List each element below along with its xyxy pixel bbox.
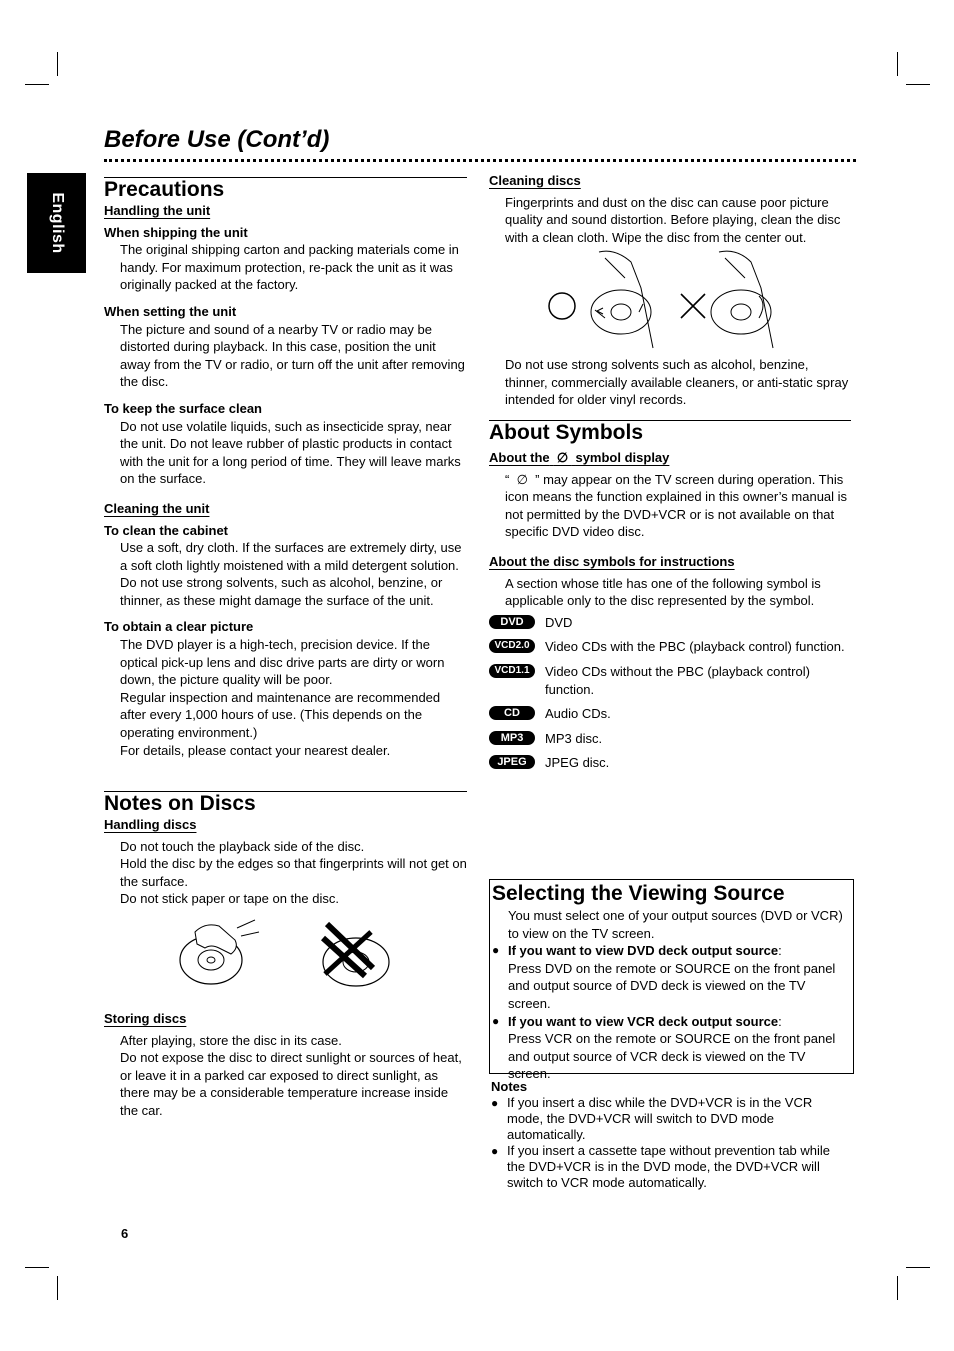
disc-handling-illustration — [175, 918, 400, 990]
jpeg-badge: JPEG — [489, 755, 535, 769]
wrong-icon — [681, 294, 705, 318]
viewing-source-list — [492, 942, 848, 1083]
shipping-heading: When shipping the unit — [104, 224, 248, 240]
cleaning-discs-text: Fingerprints and dust on the disc can cause poor picture quality and sound distortion. Before playing, clean the disc with a clean cloth. Wipe the disc from the center out. — [505, 194, 841, 245]
left-column — [104, 177, 467, 759]
surface-heading: To keep the surface clean — [104, 400, 262, 416]
disc-symbol-desc: Video CDs without the PBC (playback control) function. — [545, 663, 810, 697]
vcr-source-heading: If you want to view VCR deck output source — [508, 1013, 779, 1029]
handling-discs-text-3: Do not stick paper or tape on the disc. — [120, 891, 339, 907]
disc-cleaning-illustration — [545, 248, 785, 354]
disc-symbols-text: A section whose title has one of the following symbol is applicable only to the disc represented by the symbol. — [505, 575, 821, 609]
disc-symbol-desc: Audio CDs. — [545, 706, 611, 722]
dvd-source-heading: If you want to view DVD deck output source — [508, 943, 779, 959]
surface-text: Do not use volatile liquids, such as insecticide spray, near the unit. Do not leave rubber of plastic products in contact with the unit for a long period of time. They will leave marks on the surface. — [120, 418, 461, 487]
symbol-display-text: ” may appear on the TV screen during operation. This icon means the function explained in this owner’s manual is not permitted by the DVD+VCR or is not available on that specific DVD video disc. — [505, 471, 848, 540]
crop-mark — [25, 1267, 49, 1268]
dvd-badge: DVD — [489, 615, 535, 629]
disc-symbol-row — [489, 638, 851, 656]
symbol-display-head-pre: About the — [489, 450, 550, 465]
crop-mark — [897, 1276, 898, 1300]
disc-symbol-row — [489, 730, 851, 748]
vcd20-badge: VCD2.0 — [489, 639, 535, 653]
dvd-source-item: ● If you want to view DVD deck output source: Press DVD on the remote or SOURCE on the front panel and output source of DVD deck is viewed on the TV screen. — [492, 942, 848, 1012]
picture-text-1: The DVD player is a high-tech, precision device. If the optical pick-up lens and disc drive parts are dirty or worn down, the picture quality will be poor. — [120, 637, 445, 688]
picture-text-3: For details, please contact your nearest dealer. — [120, 742, 391, 758]
disc-symbol-desc: Video CDs with the PBC (playback control) function. — [545, 639, 845, 655]
language-tab-label: English — [48, 192, 66, 254]
dvd-source-text: Press DVD on the remote or SOURCE on the front panel and output source of DVD deck is viewed on the TV screen. — [508, 960, 836, 1011]
crop-mark — [906, 1267, 930, 1268]
prohibited-icon: ∅ — [553, 450, 572, 465]
disc-symbol-desc: DVD — [545, 614, 573, 630]
disc-symbol-row — [489, 614, 851, 632]
viewing-source-content — [492, 881, 848, 1083]
vcd11-badge: VCD1.1 — [489, 664, 535, 678]
page-title: Before Use (Cont’d) — [104, 126, 330, 153]
notes-heading: Notes — [491, 1079, 528, 1094]
page-number: 6 — [121, 1226, 129, 1241]
note-item: ● If you insert a disc while the DVD+VCR is in the VCR mode, the DVD+VCR will switch to DVD mode automatically. — [491, 1095, 851, 1143]
disc-symbol-row — [489, 754, 851, 772]
notes-discs-section — [104, 791, 467, 908]
symbol-display-subheading — [489, 449, 851, 467]
notes-section — [491, 1079, 851, 1191]
cleaning-unit-subheading: Cleaning the unit — [104, 500, 210, 516]
about-symbols-section — [489, 420, 851, 772]
symbol-display-head-post: symbol display — [575, 450, 670, 465]
crop-mark — [57, 52, 58, 76]
handling-discs-text-2: Hold the disc by the edges so that fingerprints will not get on the surface. — [120, 856, 467, 889]
crop-mark — [897, 52, 898, 76]
storing-text-1: After playing, store the disc in its case. — [120, 1032, 342, 1048]
viewing-source-box — [489, 879, 854, 1082]
storing-section — [104, 1010, 467, 1120]
picture-text-2: Regular inspection and maintenance are recommended after every 1,000 hours of use. (This depends on the operating environment.) — [120, 689, 441, 741]
cleaning-discs-section — [489, 172, 851, 246]
title-divider — [104, 159, 856, 162]
disc-symbols-subheading: About the disc symbols for instructions — [489, 553, 735, 569]
cd-badge: CD — [489, 706, 535, 720]
symbol-display-paragraph — [489, 471, 851, 541]
setting-heading: When setting the unit — [104, 303, 237, 319]
prohibited-icon: ∅ — [512, 471, 532, 487]
mp3-badge: MP3 — [489, 731, 535, 745]
cabinet-text: Use a soft, dry cloth. If the surfaces are extremely dirty, use a soft cloth lightly moistened with a mild detergent solution. Do not use strong solvents, such as alcohol, benzine, or thinner, as these might damage the surface of the unit. — [120, 540, 462, 608]
storing-text-2: Do not expose the disc to direct sunlight or sources of heat, or leave it in a parked car exposed to direct sunlight, as there may be a considerable temperature increase inside the car. — [120, 1050, 462, 1118]
viewing-source-intro: You must select one of your output sources (DVD or VCR) to view on the TV screen. — [508, 908, 843, 941]
vcr-source-item: ● If you want to view VCR deck output source: Press VCR on the remote or SOURCE on the front panel and output source of VCR deck is viewed on the TV screen. — [492, 1013, 848, 1083]
symbol-display-text-pre: “ — [505, 471, 510, 487]
crop-mark — [906, 84, 930, 85]
solvents-text: Do not use strong solvents such as alcohol, benzine, thinner, commercially available cleaners, or anti-static spray intended for older vinyl records. — [505, 357, 849, 408]
disc-symbol-row — [489, 705, 851, 723]
language-tab — [27, 173, 86, 273]
precautions-heading: Precautions — [104, 177, 467, 202]
cleaning-discs-subheading: Cleaning discs — [489, 173, 581, 188]
disc-symbol-row — [489, 663, 851, 698]
disc-symbol-desc: JPEG disc. — [545, 755, 610, 771]
crop-mark — [25, 84, 49, 85]
vcr-source-text: Press VCR on the remote or SOURCE on the front panel and output source of VCR deck is viewed on the TV screen. — [508, 1031, 836, 1082]
notes-discs-heading: Notes on Discs — [104, 791, 467, 816]
disc-symbol-desc: MP3 disc. — [545, 730, 603, 746]
solvents-section — [489, 356, 851, 409]
handling-unit-subheading: Handling the unit — [104, 203, 211, 218]
storing-discs-subheading: Storing discs — [104, 1011, 187, 1026]
disc-symbol-list — [489, 614, 851, 772]
notes-list — [491, 1095, 851, 1191]
handling-discs-subheading: Handling discs — [104, 817, 197, 832]
correct-icon — [549, 293, 575, 319]
note-item: ● If you insert a cassette tape without prevention tab while the DVD+VCR is in the DVD mode, the DVD+VCR will switch to VCR mode automatically. — [491, 1143, 851, 1191]
handling-discs-text-1: Do not touch the playback side of the disc. — [120, 838, 365, 854]
picture-heading: To obtain a clear picture — [104, 619, 254, 635]
shipping-text: The original shipping carton and packing materials come in handy. For maximum protection, re-pack the unit as it was originally packed at the factory. — [120, 242, 459, 293]
setting-text: The picture and sound of a nearby TV or radio may be distorted during playback. In this case, position the unit away from the TV or radio, or turn off the unit after removing the disc. — [120, 321, 465, 390]
viewing-source-heading: Selecting the Viewing Source — [492, 882, 785, 905]
crop-mark — [57, 1276, 58, 1300]
cabinet-heading: To clean the cabinet — [104, 522, 229, 538]
about-symbols-heading: About Symbols — [489, 420, 851, 445]
